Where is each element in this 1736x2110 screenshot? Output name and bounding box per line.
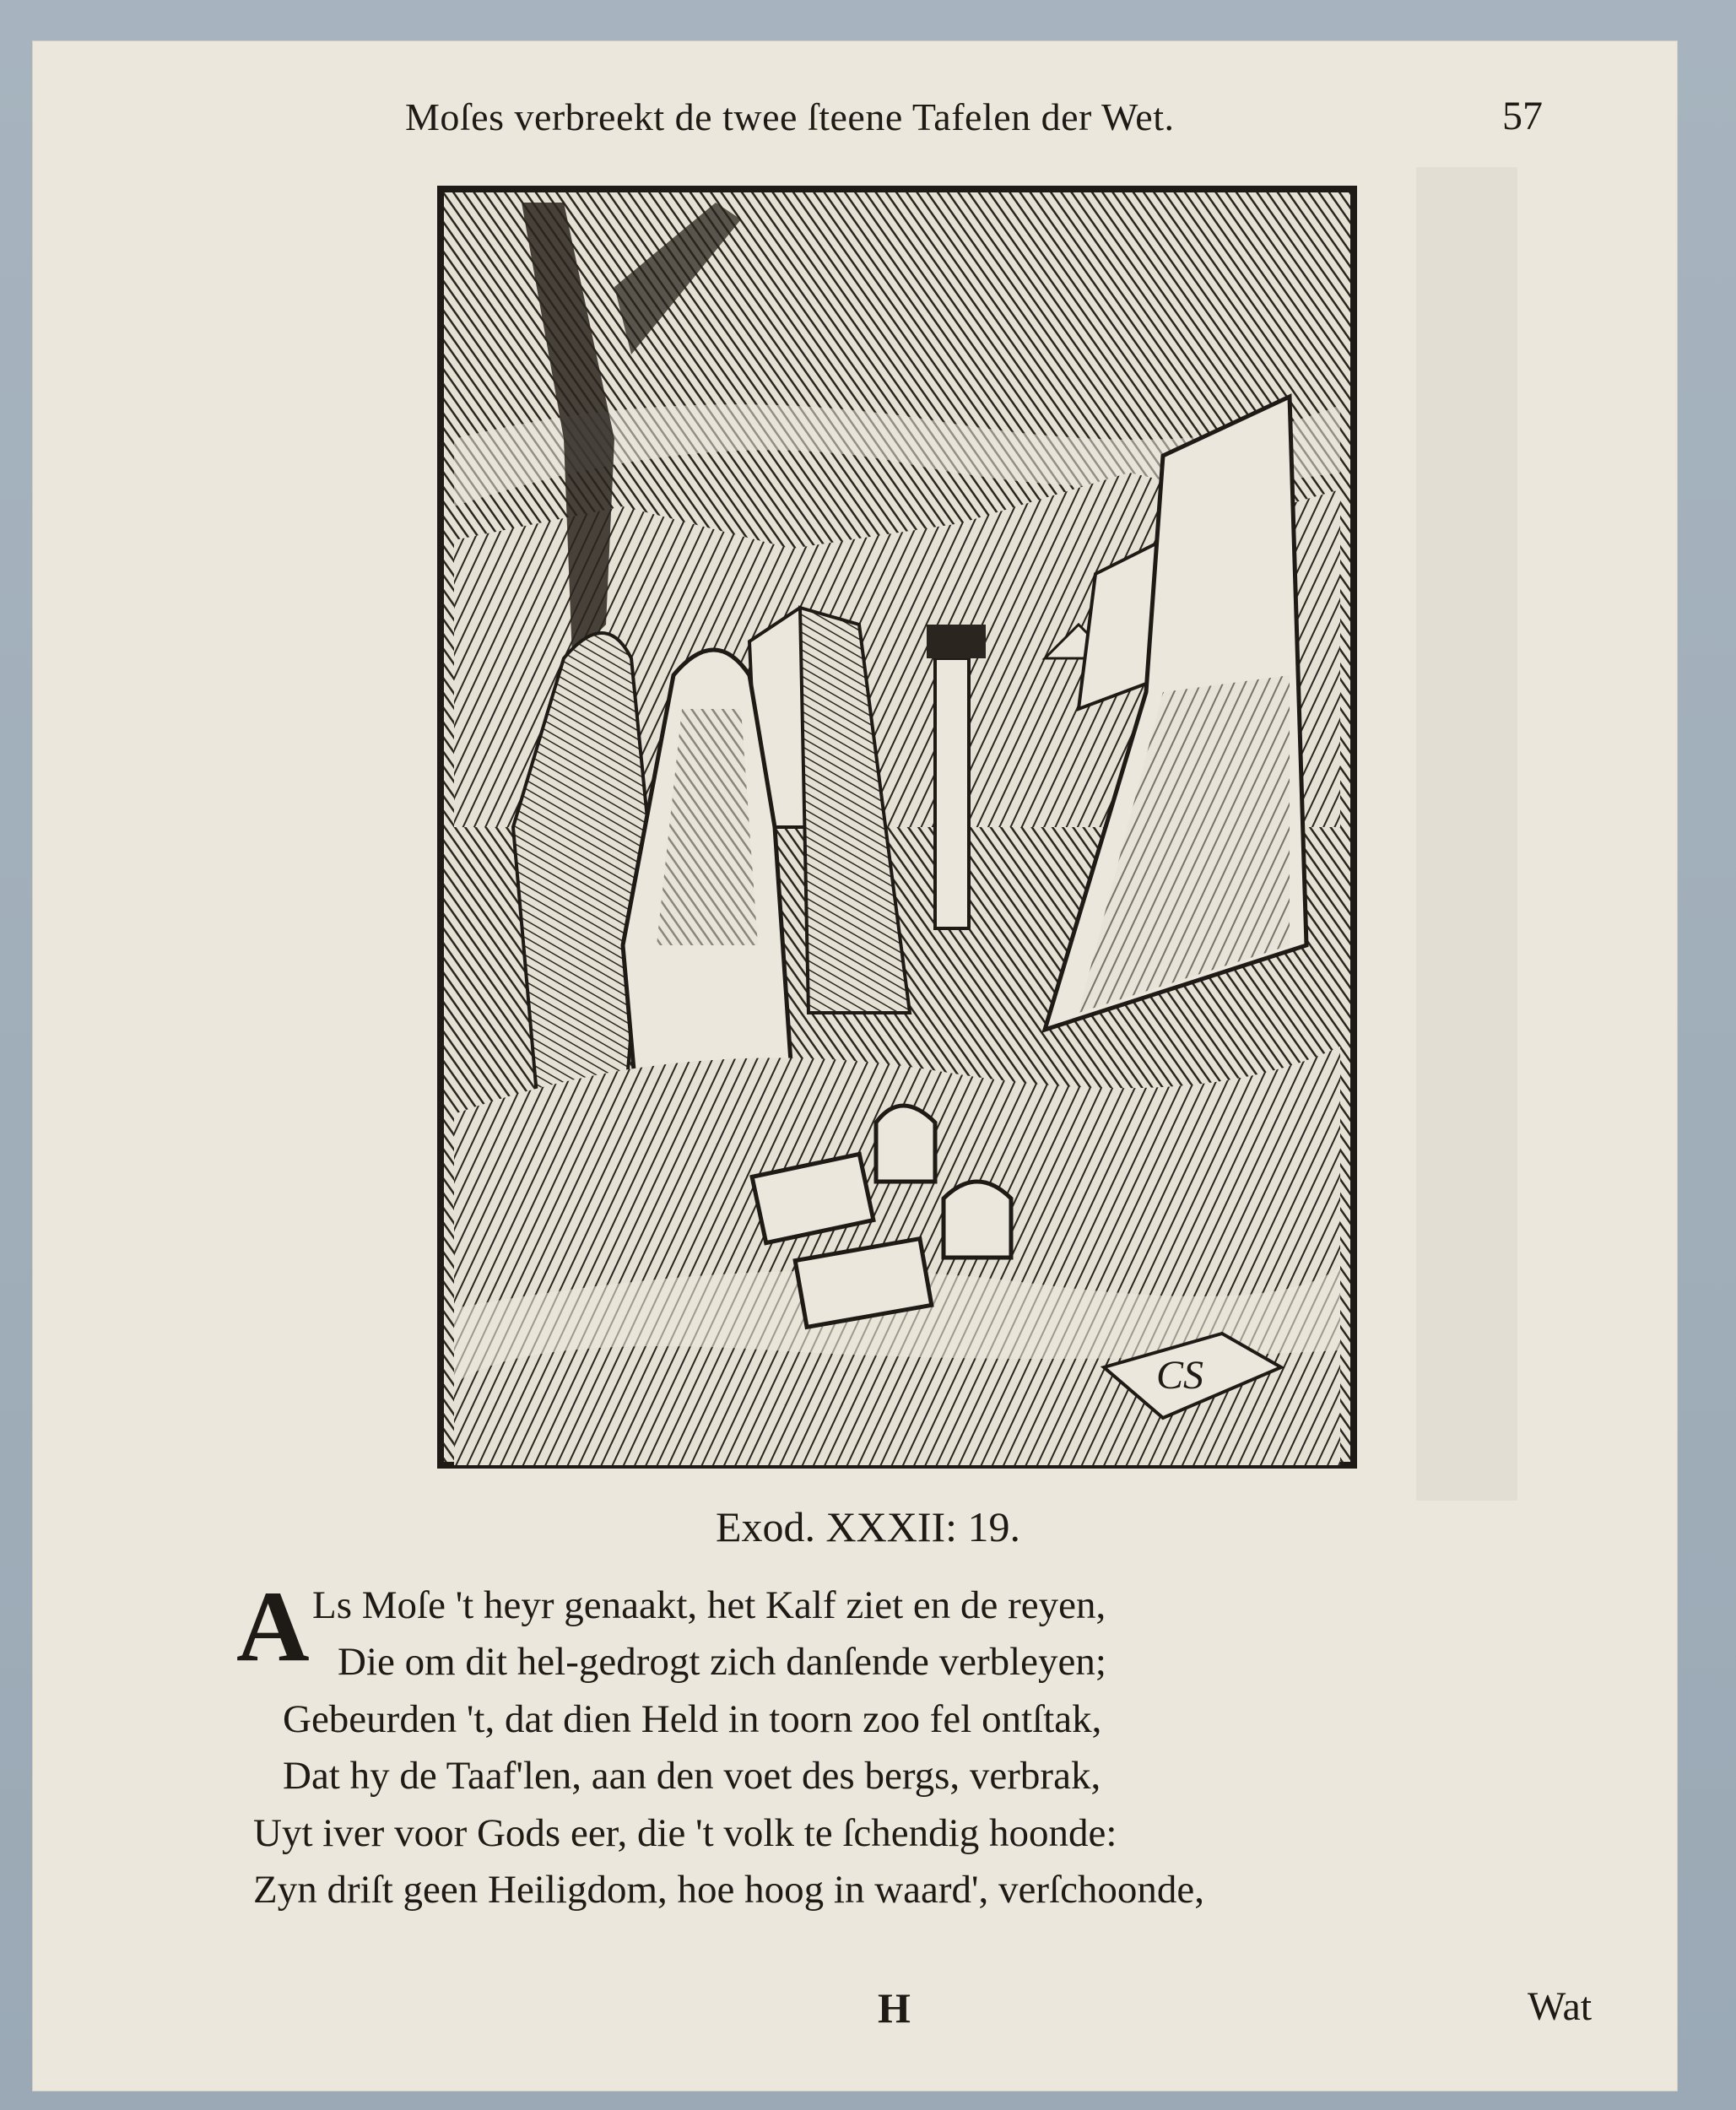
page-number: 57 <box>1502 94 1543 138</box>
woodcut-svg <box>437 186 1357 1469</box>
broken-tablet <box>944 1182 1011 1258</box>
drop-cap: A <box>236 1570 310 1682</box>
running-head: Moſes verbreekt de twee ſteene Tafelen der Wet. <box>405 95 1175 138</box>
poem-line-3: Gebeurden 't, dat dien Held in toorn zoo fel ontſtak, <box>283 1697 1102 1741</box>
catchword: Wat <box>1528 1984 1593 2029</box>
signature-mark: H <box>878 1984 911 2032</box>
poem-line-6: Zyn driſt geen Heiligdom, hoe hoog in waard', verſchoonde, <box>253 1868 1205 1912</box>
monogram: CS <box>1155 1353 1204 1398</box>
pillar <box>935 658 969 928</box>
broken-tablet <box>876 1106 935 1182</box>
poem-line-1: Ls Moſe 't heyr genaakt, het Kalf ziet en de reyen, <box>312 1583 1106 1627</box>
golden-calf <box>927 625 986 658</box>
woodcut-illustration <box>437 186 1357 1469</box>
scripture-reference: Exod. XXXII: 19. <box>715 1503 1021 1550</box>
poem-line-4: Dat hy de Taaf'len, aan den voet des bergs, verbrak, <box>283 1754 1101 1798</box>
poem-line-2: Die om dit hel-gedrogt zich danſende verbleyen; <box>338 1640 1106 1684</box>
poem-line-5: Uyt iver voor Gods eer, die 't volk te ſchendig hoonde: <box>253 1811 1117 1855</box>
show-through-shadow <box>1416 167 1517 1501</box>
